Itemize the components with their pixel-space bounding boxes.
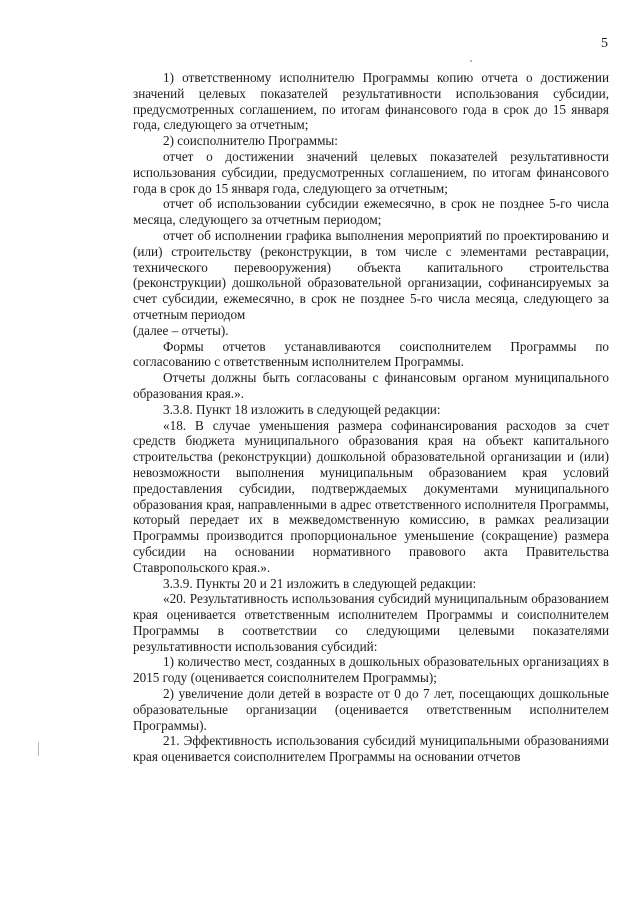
paragraph-co-executor-heading: 2) соисполнителю Программы: [163,133,338,149]
scan-speck [470,60,472,62]
document-body [133,70,609,765]
paragraph-item-3-3-9: 3.3.9. Пункты 20 и 21 изложить в следующей редакции: [163,575,477,591]
paragraph-indicator-places: 1) количество мест, созданных в дошкольных образовательных организациях в 2015 году (оценивается соисполнителем Программы); [133,654,609,686]
paragraph-point-18: «18. В случае уменьшения размера софинансирования расходов за счет средств бюджета муниципального образования края на объект капитального строительства (реконструкции) дошкольной образовательной организации и (или) невозможности выполнения муниципальным образованием края условий предоставления субсидии, подтверждаемых документами муниципального образования края, направленными в адрес ответственного исполнителя Программы, который передает их в межведомственную комиссию, в рамках реализации Программы производится пропорциональное уменьшение (сокращение) размера субсидии на основании нормативного правового акта Правительства Ставропольского края.». [133,417,609,575]
paragraph-report-schedule: отчет об исполнении графика выполнения мероприятий по проектированию и (или) строительству (реконструкции, в том числе с элементами реставрации, технического перевооружения) объекта капитального строительства (реконструкции) дошкольной образовательной организации, софинансируемых за счет субсидии, ежемесячно, в срок не позднее 5-го числа месяца, следующего за отчетным периодом [133,227,609,322]
paragraph-report-to-executor: 1) ответственному исполнителю Программы копию отчета о достижении значений целевых показателей результативности использования субсидии, предусмотренных соглашением, по итогам финансового года в срок до 15 января года, следующего за отчетным; [133,70,609,133]
paragraph-item-3-3-8: 3.3.8. Пункт 18 изложить в следующей редакции: [163,401,441,417]
paragraph-report-approval: Отчеты должны быть согласованы с финансовым органом муниципального образования края.». [133,370,609,401]
paragraph-point-21: 21. Эффективность использования субсидий муниципальными образованиями края оценивается соисполнителем Программы на основании отчетов [133,733,609,765]
page-number: 5 [601,36,608,51]
paragraph-reports-definition: (далее – отчеты). [133,322,229,338]
paragraph-report-target-indicators: отчет о достижении значений целевых показателей результативности использования субсидии, предусмотренных соглашением, по итогам финансового года в срок до 15 января года, следующего за отчетным; [133,148,609,196]
paragraph-report-forms: Формы отчетов устанавливаются соисполнителем Программы по согласованию с ответственным исполнителем Программы. [133,338,609,370]
scan-speck [38,742,39,756]
paragraph-report-monthly-use: отчет об использовании субсидии ежемесячно, в срок не позднее 5-го числа месяца, следующего за отчетным периодом; [133,196,609,228]
paragraph-indicator-children-share: 2) увеличение доли детей в возрасте от 0 до 7 лет, посещающих дошкольные образовательные организации (оценивается ответственным исполнителем Программы). [133,686,609,733]
paragraph-point-20: «20. Результативность использования субсидий муниципальным образованием края оценивается ответственным исполнителем Программы и соисполнителем Программы в соответствии со следующими целевыми показателями результативности использования субсидий: [133,591,609,654]
